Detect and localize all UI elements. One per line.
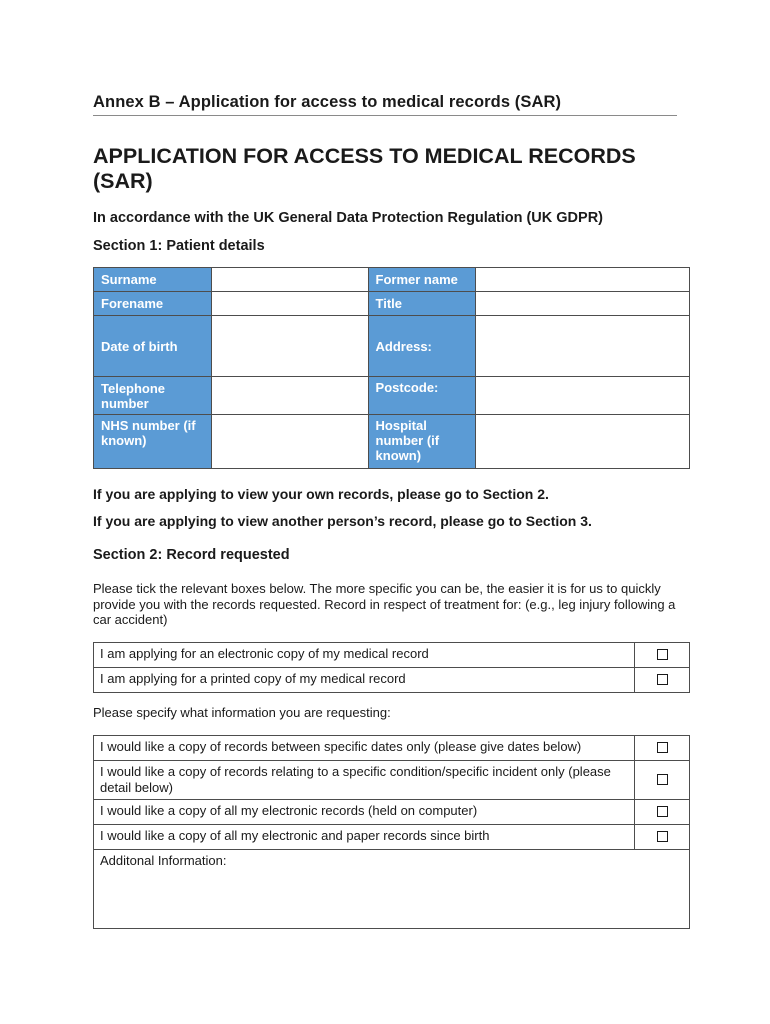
surname-field[interactable] <box>211 268 368 292</box>
electronic-copy-checkbox[interactable] <box>657 649 668 660</box>
all-records-checkbox[interactable] <box>657 831 668 842</box>
table-row <box>94 668 690 693</box>
own-records-instruction: If you are applying to view your own records, please go to Section 2. <box>93 486 549 502</box>
title-field[interactable] <box>476 292 690 316</box>
patient-details-table <box>93 267 690 469</box>
table-row <box>94 377 690 415</box>
table-row <box>94 643 690 668</box>
specific-dates-checkbox[interactable] <box>657 742 668 753</box>
specific-condition-checkbox[interactable] <box>657 774 668 785</box>
address-label: Address: <box>368 316 476 377</box>
forename-field[interactable] <box>211 292 368 316</box>
section2-heading: Section 2: Record requested <box>93 547 290 563</box>
table-row <box>94 736 690 761</box>
table-row <box>94 761 690 800</box>
request-option-label: I would like a copy of all my electronic and paper records since birth <box>94 825 635 850</box>
dob-label: Date of birth <box>94 316 212 377</box>
section1-heading: Section 1: Patient details <box>93 238 265 254</box>
section2-intro: Please tick the relevant boxes below. The more specific you can be, the easier it is for us to quickly provide you with the records requested. Record in respect of treatment for: (e.g., leg injury following a car accident) <box>93 581 676 627</box>
additional-information-field[interactable] <box>94 850 690 929</box>
table-row <box>94 268 690 292</box>
table-row <box>94 850 690 929</box>
table-row <box>94 415 690 469</box>
copy-option-label: I am applying for a printed copy of my medical record <box>94 668 635 693</box>
nhs-number-label: NHS number (if known) <box>94 415 212 469</box>
request-option-label: I would like a copy of records between specific dates only (please give dates below) <box>94 736 635 761</box>
dob-field[interactable] <box>211 316 368 377</box>
annex-title: Annex B – Application for access to medical records (SAR) <box>93 93 677 116</box>
table-row <box>94 800 690 825</box>
request-options-table <box>93 735 690 929</box>
postcode-label: Postcode: <box>368 377 476 415</box>
specify-label: Please specify what information you are requesting: <box>93 705 391 720</box>
title-label: Title <box>368 292 476 316</box>
telephone-label: Telephone number <box>94 377 212 415</box>
telephone-field[interactable] <box>211 377 368 415</box>
table-row <box>94 316 690 377</box>
copy-type-table <box>93 642 690 693</box>
former-name-label: Former name <box>368 268 476 292</box>
gdpr-subtitle: In accordance with the UK General Data Protection Regulation (UK GDPR) <box>93 210 603 226</box>
hospital-number-field[interactable] <box>476 415 690 469</box>
hospital-number-label: Hospital number (if known) <box>368 415 476 469</box>
address-field[interactable] <box>476 316 690 377</box>
page-title: APPLICATION FOR ACCESS TO MEDICAL RECORDS (SAR) <box>93 144 636 193</box>
other-records-instruction: If you are applying to view another person’s record, please go to Section 3. <box>93 513 592 529</box>
nhs-number-field[interactable] <box>211 415 368 469</box>
printed-copy-checkbox[interactable] <box>657 674 668 685</box>
table-row <box>94 825 690 850</box>
copy-option-label: I am applying for an electronic copy of my medical record <box>94 643 635 668</box>
request-option-label: I would like a copy of all my electronic records (held on computer) <box>94 800 635 825</box>
table-row <box>94 292 690 316</box>
surname-label: Surname <box>94 268 212 292</box>
all-electronic-checkbox[interactable] <box>657 806 668 817</box>
former-name-field[interactable] <box>476 268 690 292</box>
forename-label: Forename <box>94 292 212 316</box>
request-option-label: I would like a copy of records relating to a specific condition/specific incident only (please detail below) <box>94 761 635 800</box>
additional-information-label: Additonal Information: <box>100 853 227 868</box>
postcode-field[interactable] <box>476 377 690 415</box>
